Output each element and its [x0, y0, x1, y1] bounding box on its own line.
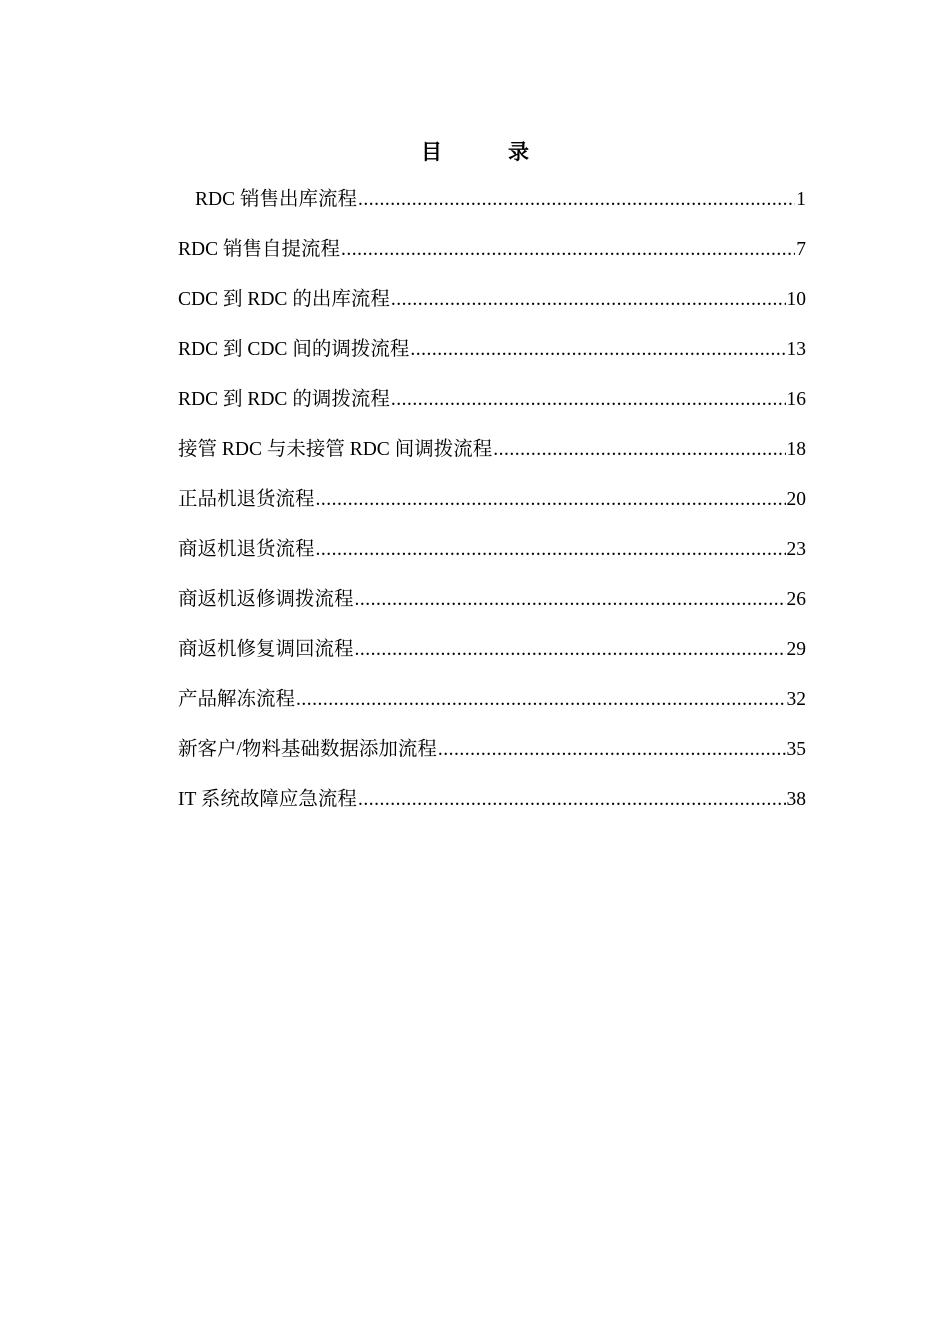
toc-page-number: 13	[786, 339, 806, 360]
toc-entry[interactable]	[178, 332, 806, 382]
toc-dot-leader	[391, 282, 786, 318]
toc-page-number: 1	[796, 189, 806, 210]
table-of-contents	[178, 182, 806, 832]
toc-dot-leader	[493, 432, 785, 468]
toc-dot-leader	[316, 532, 786, 568]
toc-entry[interactable]	[178, 782, 806, 832]
toc-entry[interactable]	[178, 532, 806, 582]
toc-dot-leader	[410, 332, 785, 368]
toc-entry-title: 产品解冻流程	[178, 689, 296, 710]
toc-page-number: 29	[786, 639, 806, 660]
toc-page-number: 23	[786, 539, 806, 560]
toc-entry[interactable]	[178, 232, 806, 282]
toc-entry-title: 正品机退货流程	[178, 489, 315, 510]
toc-entry[interactable]	[178, 382, 806, 432]
toc-page-number: 16	[786, 389, 806, 410]
toc-dot-leader	[358, 782, 786, 818]
toc-entry-title: RDC 到 CDC 间的调拨流程	[178, 339, 410, 360]
toc-page-number: 35	[786, 739, 806, 760]
toc-page-number: 7	[796, 239, 806, 260]
toc-dot-leader	[355, 632, 786, 668]
toc-page-number: 32	[786, 689, 806, 710]
toc-entry[interactable]	[178, 432, 806, 482]
toc-entry-title: RDC 到 RDC 的调拨流程	[178, 389, 390, 410]
toc-page-number: 18	[786, 439, 806, 460]
toc-page-number: 38	[786, 789, 806, 810]
toc-dot-leader	[296, 682, 785, 718]
toc-dot-leader	[358, 182, 795, 218]
toc-entry[interactable]	[178, 482, 806, 532]
toc-entry[interactable]	[178, 182, 806, 232]
toc-entry[interactable]	[178, 582, 806, 632]
toc-entry-title: RDC 销售出库流程	[195, 189, 357, 210]
toc-dot-leader	[355, 582, 786, 618]
toc-entry[interactable]	[178, 282, 806, 332]
toc-heading-char-1: 目	[421, 140, 442, 164]
toc-entry-title: RDC 销售自提流程	[178, 239, 340, 260]
toc-entry-title: 商返机退货流程	[178, 539, 315, 560]
toc-entry-title: CDC 到 RDC 的出库流程	[178, 289, 390, 310]
toc-entry-title: IT 系统故障应急流程	[178, 789, 357, 810]
toc-entry[interactable]	[178, 682, 806, 732]
toc-entry-title: 新客户/物料基础数据添加流程	[178, 739, 437, 760]
toc-entry-title: 接管 RDC 与未接管 RDC 间调拨流程	[178, 439, 493, 460]
toc-page-number: 26	[786, 589, 806, 610]
toc-entry[interactable]	[178, 632, 806, 682]
toc-heading-char-2: 录	[508, 140, 529, 164]
toc-entry-title: 商返机修复调回流程	[178, 639, 354, 660]
toc-heading	[0, 136, 950, 166]
toc-dot-leader	[341, 232, 795, 268]
toc-dot-leader	[438, 732, 786, 768]
toc-page-number: 20	[786, 489, 806, 510]
toc-dot-leader	[391, 382, 786, 418]
toc-page-number: 10	[786, 289, 806, 310]
toc-dot-leader	[316, 482, 786, 518]
toc-entry-title: 商返机返修调拨流程	[178, 589, 354, 610]
toc-entry[interactable]	[178, 732, 806, 782]
